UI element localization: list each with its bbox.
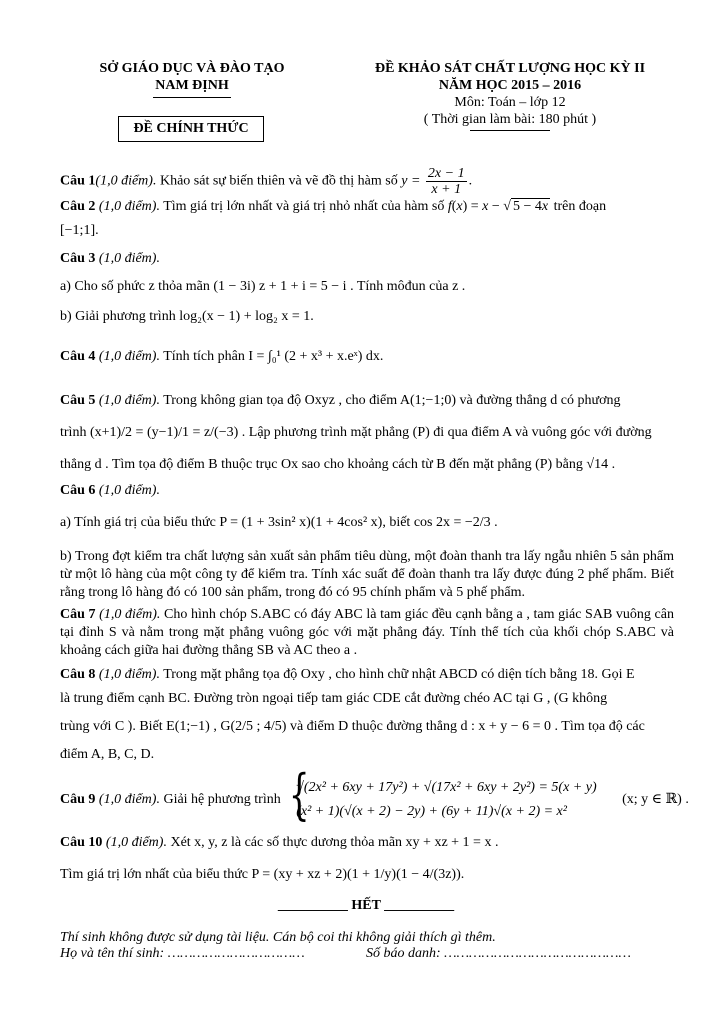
question-points: (1,0 điểm). <box>95 173 157 189</box>
footer-note: Thí sinh không được sử dụng tài liệu. Cán bộ coi thi không giải thích gì thêm. <box>60 930 496 945</box>
question-label: Câu 5 <box>60 393 96 408</box>
formula-lhs: y = <box>401 173 421 189</box>
candidate-name-line: Họ và tên thí sinh: …………………………… <box>60 946 305 961</box>
header-divider <box>153 97 231 98</box>
official-stamp: ĐỀ CHÍNH THỨC <box>118 116 264 142</box>
question-9 <box>60 776 689 824</box>
exam-title: ĐỀ KHẢO SÁT CHẤT LƯỢNG HỌC KỲ II <box>374 61 646 76</box>
question-label: Câu 8 <box>60 667 96 682</box>
question-6b: b) Trong đợt kiểm tra chất lượng sản xuất sản phẩm tiêu dùng, một đoàn thanh tra lấy ngẫu nhiên 5 sản phẩm từ một lô hàng của một công ty để kiểm tra. Tính xác suất để đoàn thanh tra lấy được đúng 2 phế phẩm. Biết rằng trong lô hàng đó có 100 sản phẩm, trong đó có 95 chính phẩm và 5 phế phẩm. <box>60 549 674 600</box>
question-points: (1,0 điểm). <box>95 483 160 498</box>
equation-1: { √(2x² + 6xy + 17y²) + √(17x² + 6xy + 2y²) = 5(x + y) <box>296 780 597 795</box>
question-label: Câu 3 <box>60 251 96 266</box>
question-3-header <box>60 250 160 268</box>
equation-domain: (x; y ∈ ℝ) . <box>622 792 689 807</box>
header-divider-right <box>470 130 550 131</box>
question-points: (1,0 điểm). <box>102 835 167 850</box>
question-2: Câu 2 (1,0 điểm). Tìm giá trị lớn nhất và giá trị nhỏ nhất của hàm số f(x) = x − √ 5 − 4x trên đoạn <box>60 199 607 214</box>
question-points: (1,0 điểm). <box>95 667 160 682</box>
question-7 <box>60 606 674 660</box>
question-label: Câu 2 <box>60 199 96 214</box>
question-10-line1 <box>60 834 498 852</box>
question-3b: b) Giải phương trình log₂(x − 1) + log₂ x = 1. <box>60 309 314 324</box>
question-text: Tìm giá trị lớn nhất và giá trị nhỏ nhất của hàm số <box>159 199 448 214</box>
end-marker: __________ HẾT __________ <box>277 898 455 913</box>
school-year: NĂM HỌC 2015 – 2016 <box>438 78 582 93</box>
candidate-id-line: Số báo danh: ……………………………………… <box>366 946 631 961</box>
department-name: SỞ GIÁO DỤC VÀ ĐÀO TẠO <box>99 61 285 76</box>
exam-info-block <box>345 60 675 131</box>
question-text: Khảo sát sự biến thiên và vẽ đồ thị hàm số <box>156 173 402 189</box>
question-10-line2: Tìm giá trị lớn nhất của biểu thức P = (xy + xz + 2)(1 + 1/y)(1 − 4/(3z)). <box>60 867 465 882</box>
question-points: (1,0 điểm). <box>95 393 160 408</box>
formula-fraction: $\frac{2x - 1}{x + 1}$ <box>427 166 465 197</box>
question-points: (1,0 điểm). <box>95 349 160 364</box>
question-4 <box>60 348 383 366</box>
question-6a: a) Tính giá trị của biểu thức P = (1 + 3sin² x)(1 + 4cos² x), biết cos 2x = −2/3 . <box>60 515 498 530</box>
question-8-line4: điểm A, B, C, D. <box>60 747 155 762</box>
question-8-line1 <box>60 666 635 684</box>
question-3a: a) Cho số phức z thỏa mãn (1 − 3i) z + 1 + i = 5 − i . Tính môđun của z . <box>60 279 466 294</box>
equation-system <box>284 776 596 824</box>
department-block <box>62 60 322 98</box>
question-text: Trong mặt phẳng tọa độ Oxy , cho hình chữ nhật ABCD có diện tích bằng 18. Gọi E <box>159 667 635 682</box>
sqrt-expression: 5 − 4x <box>512 199 549 214</box>
question-label: Câu 9 <box>60 792 96 807</box>
question-5-line1 <box>60 392 621 410</box>
question-label: Câu 4 <box>60 349 96 364</box>
subject-line: Môn: Toán – lớp 12 <box>454 95 566 110</box>
question-tail: trên đoạn <box>550 199 607 214</box>
question-points: (1,0 điểm). <box>95 199 160 214</box>
question-2-interval: [−1;1]. <box>60 223 99 238</box>
question-5-line2: trình (x+1)/2 = (y−1)/1 = z/(−3) . Lập phương trình mặt phẳng (P) đi qua điểm A và vuông góc với đường <box>60 425 652 440</box>
duration-line: ( Thời gian làm bài: 180 phút ) <box>423 112 597 127</box>
equation-2: (x² + 1)(√(x + 2) − 2y) + (6y + 11)√(x + 2) = x² <box>296 804 567 819</box>
function-formula: f <box>447 199 452 214</box>
question-points: (1,0 điểm). <box>95 792 160 807</box>
question-points: (1,0 điểm). <box>95 251 160 266</box>
question-text: Xét x, y, z là các số thực dương thỏa mãn xy + xz + 1 = x . <box>166 835 499 850</box>
question-text: Giải hệ phương trình <box>159 792 281 807</box>
question-label: Câu 10 <box>60 835 103 850</box>
question-text: Cho hình chóp S.ABC có đáy ABC là tam giác đều cạnh bằng a , tam giác SAB vuông cân tại đỉnh S và nằm trong mặt phẳng vuông góc với mặt phẳng đáy. Tính thể tích của khối chóp S.ABC và khoảng cách giữa hai đường thẳng SB và AC theo a . <box>60 607 674 658</box>
question-8-line3: trùng với C ). Biết E(1;−1) , G(2/5 ; 4/5) và điểm D thuộc đường thẳng d : x + y − 6 = 0 . Tìm tọa độ các <box>60 719 645 734</box>
province-name: NAM ĐỊNH <box>155 78 229 93</box>
question-points: (1,0 điểm). <box>95 607 161 622</box>
question-1: Câu 1(1,0 điểm). Khảo sát sự biến thiên và vẽ đồ thị hàm số y = $\frac{2x - 1}{x + 1}$ . <box>60 166 473 197</box>
question-label: Câu 6 <box>60 483 96 498</box>
question-label: Câu 1 <box>60 173 96 189</box>
question-text: Tính tích phân I = ∫₀¹ (2 + x³ + x.eˣ) dx. <box>159 349 384 364</box>
question-5-line3: thẳng d . Tìm tọa độ điểm B thuộc trục Ox sao cho khoảng cách từ B đến mặt phẳng (P) bằng √14 . <box>60 457 616 472</box>
question-6-header <box>60 482 160 500</box>
question-8-line2: là trung điểm cạnh BC. Đường tròn ngoại tiếp tam giác CDE cắt đường chéo AC tại G , (G không <box>60 691 608 706</box>
question-text: Trong không gian tọa độ Oxyz , cho điểm A(1;−1;0) và đường thẳng d có phương <box>159 393 621 408</box>
question-label: Câu 7 <box>60 607 96 622</box>
